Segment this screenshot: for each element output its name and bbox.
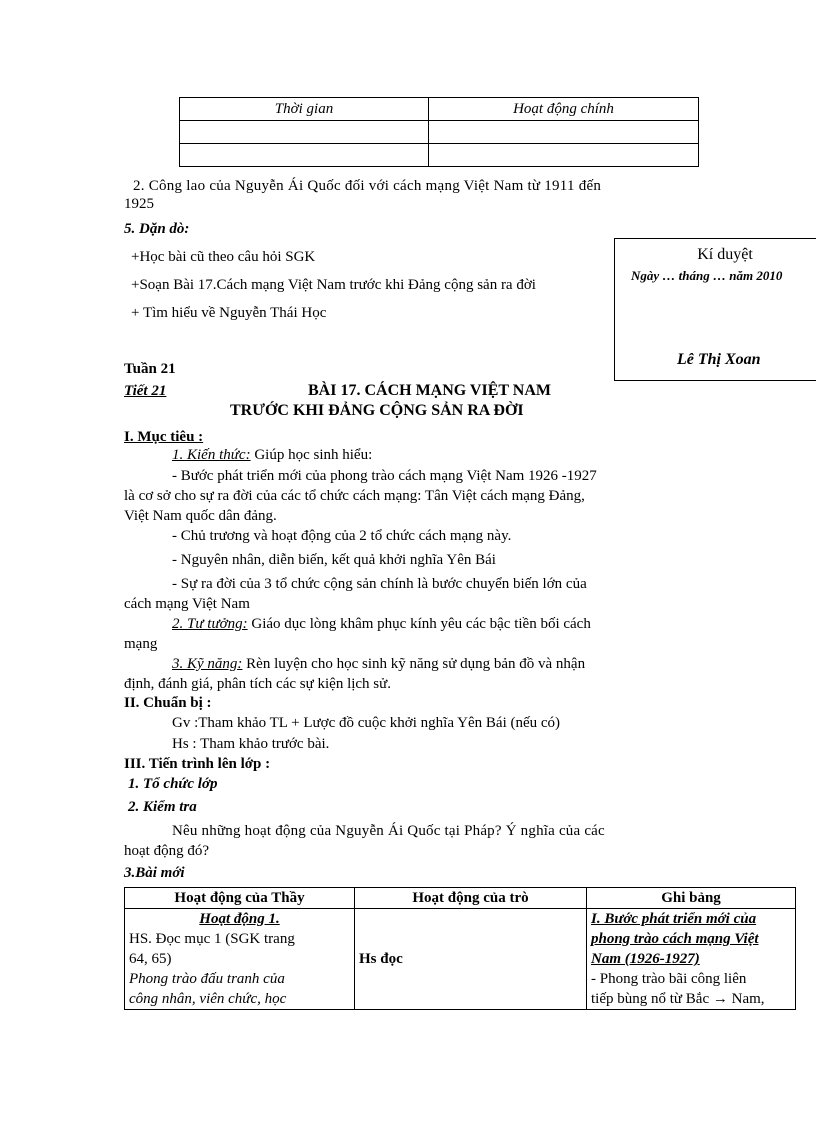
teacher-line: HS. Đọc mục 1 (SGK trang: [129, 931, 295, 947]
knowledge-item: - Nguyên nhân, diễn biến, kết quả khởi nghĩa Yên Bái: [172, 552, 496, 568]
activity-title: Hoạt động 1.: [199, 911, 280, 927]
table-row: [180, 121, 699, 144]
preparation-teacher: Gv :Tham khảo TL + Lược đồ cuộc khởi nghĩa Yên Bái (nếu có): [172, 715, 561, 731]
table-cell: [429, 121, 699, 144]
homework-heading: 5. Dặn dò:: [124, 221, 190, 237]
skill-line: [172, 655, 585, 673]
approval-name: Lê Thị Xoan: [677, 351, 761, 368]
table-header-row: [180, 98, 699, 121]
week-label: Tuần 21: [124, 361, 176, 377]
approval-date: Ngày … tháng … năm 2010: [631, 268, 783, 283]
thought-line: [172, 615, 591, 633]
homework-item: +Soạn Bài 17.Cách mạng Việt Nam trước khi Đảng cộng sản ra đời: [131, 277, 536, 293]
skill-label: 3. Kỹ năng:: [172, 656, 243, 672]
thought-text: Giáo dục lòng khâm phục kính yêu các bậc tiền bối cách: [247, 616, 591, 632]
procedure-heading: III. Tiến trình lên lớp :: [124, 756, 271, 772]
student-activity: Hs đọc: [359, 951, 403, 967]
table-row: [125, 909, 796, 1010]
procedure-step-2: 2. Kiểm tra: [128, 799, 197, 815]
table-header-row: [125, 888, 796, 909]
header-student-activity: Hoạt động của trò: [355, 888, 587, 909]
check-question: Nêu những hoạt động của Nguyễn Ái Quốc tại Pháp? Ý nghĩa của các: [172, 823, 605, 839]
check-question-cont: hoạt động đó?: [124, 843, 209, 859]
homework-item: +Học bài cũ theo câu hỏi SGK: [131, 249, 316, 265]
board-title-line: Nam (1926-1927): [591, 951, 700, 967]
period-label: Tiết 21: [124, 383, 167, 399]
objectives-heading: [124, 428, 203, 446]
board-line: - Phong trào bãi công liên: [591, 971, 747, 987]
student-activity-cell: [355, 909, 587, 1010]
table-row: [180, 144, 699, 167]
header-time: Thời gian: [180, 98, 429, 121]
header-teacher-activity: Hoạt động của Thầy: [125, 888, 355, 909]
timeline-table: [179, 97, 699, 167]
teacher-italic-line: công nhân, viên chức, học: [129, 991, 287, 1007]
homework-item: + Tìm hiểu về Nguyễn Thái Học: [131, 305, 327, 321]
lesson-title-cont: TRƯỚC KHI ĐẢNG CỘNG SẢN RA ĐỜI: [230, 402, 524, 419]
skill-cont: định, đánh giá, phân tích các sự kiện lịch sử.: [124, 676, 392, 692]
approval-box: [614, 238, 816, 381]
board-title-line: phong trào cách mạng Việt: [591, 931, 759, 947]
table-cell: [180, 144, 429, 167]
knowledge-item: - Sự ra đời của 3 tổ chức cộng sản chính là bước chuyển biến lớn của: [172, 576, 587, 592]
knowledge-label: 1. Kiến thức:: [172, 447, 251, 463]
table-cell: [180, 121, 429, 144]
thought-label: 2. Tư tưởng:: [172, 616, 248, 632]
board-title-line: I. Bước phát triển mới của: [591, 911, 757, 927]
question-2-cont: 1925: [124, 196, 154, 212]
board-notes-cell: [587, 909, 796, 1010]
objectives-heading-text: I. Mục tiêu :: [124, 429, 204, 445]
teacher-italic-line: Phong trào đấu tranh của: [129, 971, 285, 987]
knowledge-item-cont: là cơ sở cho sự ra đời của các tổ chức cách mạng: Tân Việt cách mạng Đảng,: [124, 488, 585, 504]
skill-text: Rèn luyện cho học sinh kỹ năng sử dụng bản đồ và nhận: [242, 656, 586, 672]
lesson-activities-table: [124, 887, 796, 1010]
approval-title: Kí duyệt: [697, 246, 753, 263]
knowledge-item: - Bước phát triển mới của phong trào cách mạng Việt Nam 1926 -1927: [172, 468, 597, 484]
header-main-activity: Hoạt động chính: [429, 98, 699, 121]
question-2: 2. Công lao của Nguyễn Ái Quốc đối với cách mạng Việt Nam từ 1911 đến: [133, 178, 602, 194]
thought-cont: mạng: [124, 636, 158, 652]
board-line: tiếp bùng nổ từ Bắc → Nam,: [591, 991, 765, 1007]
knowledge-text: Giúp học sinh hiểu:: [250, 447, 373, 463]
preparation-heading: II. Chuẩn bị :: [124, 695, 212, 711]
teacher-activity-cell: [125, 909, 355, 1010]
knowledge-item-cont: Việt Nam quốc dân đảng.: [124, 508, 277, 524]
procedure-step-1: 1. Tổ chức lớp: [128, 776, 218, 792]
preparation-student: Hs : Tham khảo trước bài.: [172, 736, 330, 752]
lesson-title: BÀI 17. CÁCH MẠNG VIỆT NAM: [308, 382, 551, 399]
header-board-notes: Ghi bảng: [587, 888, 796, 909]
teacher-line: 64, 65): [129, 951, 172, 967]
procedure-step-3: 3.Bài mới: [124, 865, 185, 881]
knowledge-line: [172, 446, 372, 464]
knowledge-item-cont: cách mạng Việt Nam: [124, 596, 250, 612]
table-cell: [429, 144, 699, 167]
knowledge-item: - Chủ trương và hoạt động của 2 tổ chức cách mạng này.: [172, 528, 512, 544]
